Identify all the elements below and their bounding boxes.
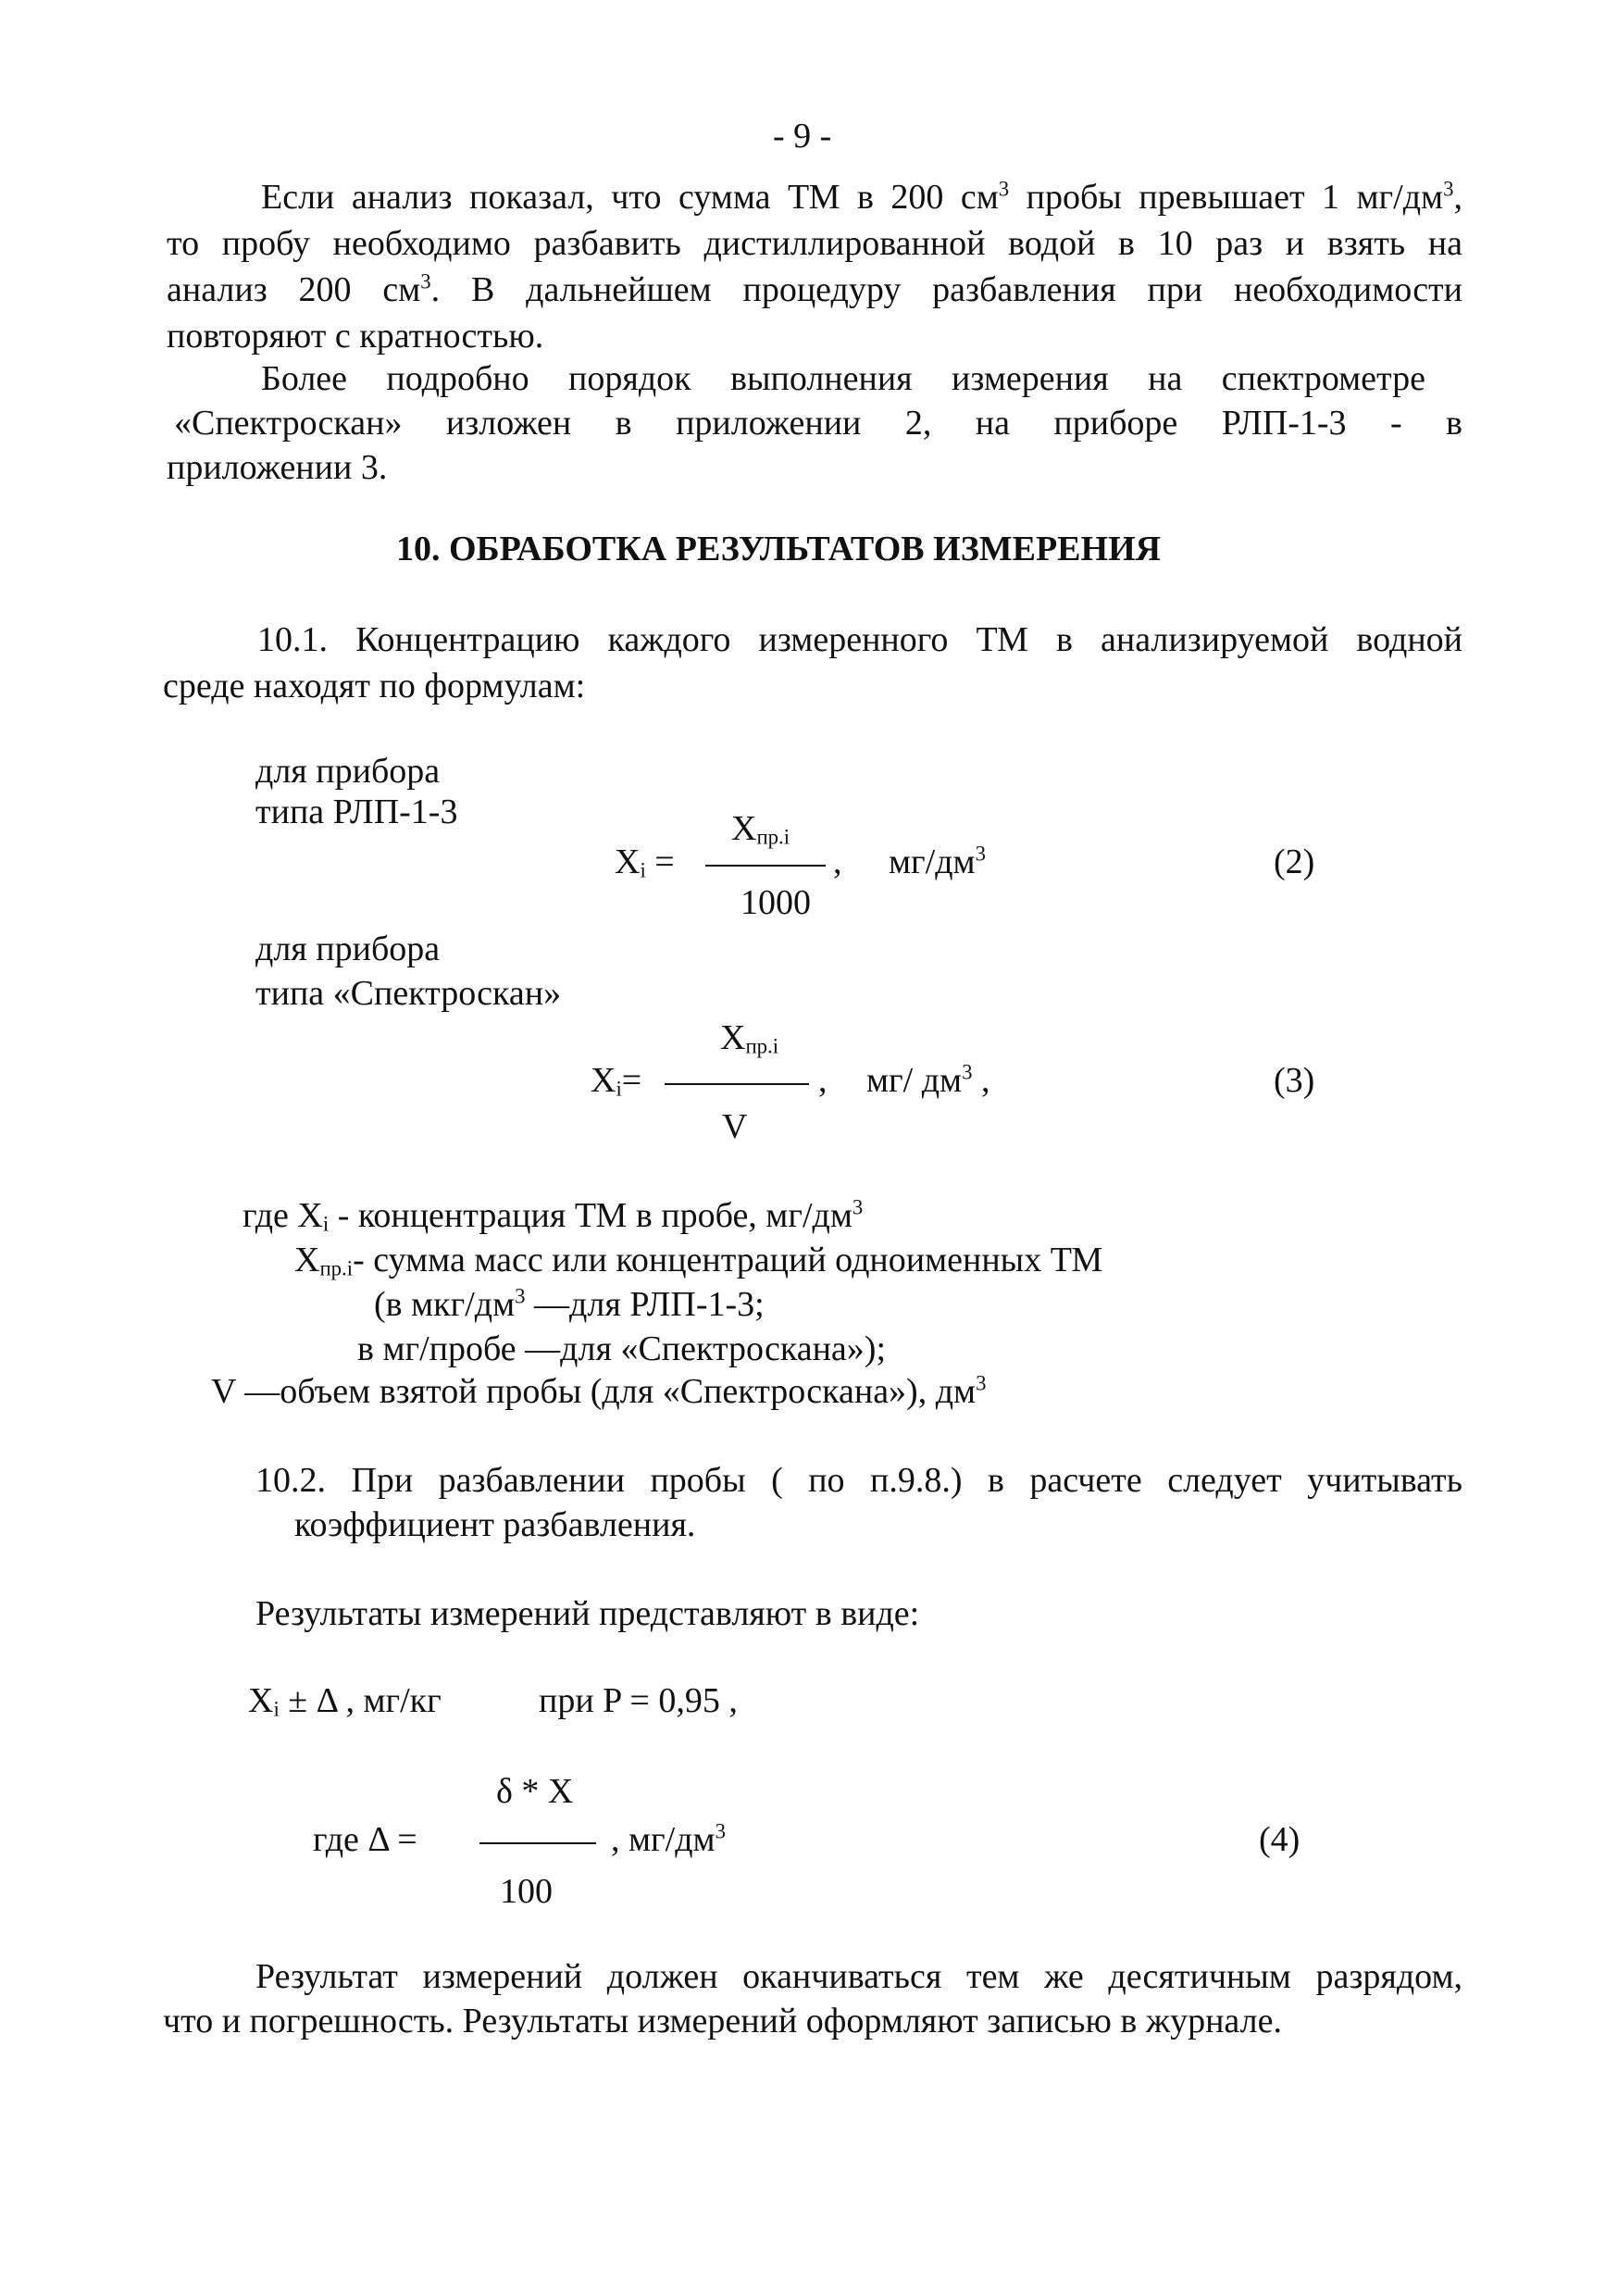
formula4-label: где Δ = (313, 1820, 417, 1859)
formula3-numerator: $X_{пр.i}$ (720, 1018, 779, 1058)
page-number: - 9 - (773, 117, 832, 156)
formula2-comma: , (833, 842, 842, 881)
results-expression: $X_i \pm \Delta$ , мг/кг (248, 1681, 442, 1721)
intro-p1-line1: Если анализ показал, что сумма ТМ в 200 $см^3$ пробы превышает 1 $мг/дм^3$, (261, 177, 1462, 217)
formula2-lhs: $X_i$ = (615, 842, 675, 882)
formula3-fraction-bar (665, 1083, 809, 1085)
formula3-label-line1: для прибора (255, 930, 441, 968)
results-probability: при P = 0,95 , (539, 1681, 738, 1720)
formula3-label-line2: типа «Спектроскан» (255, 974, 562, 1013)
formula2-unit: $мг/дм^3$ (889, 842, 986, 881)
formula2-denominator: 1000 (741, 883, 811, 922)
formula4-fraction-bar (479, 1842, 596, 1844)
final-line2: что и погрешность. Результаты измерений оформляют записью в журнале. (163, 2002, 1282, 2040)
formula4-number: (4) (1259, 1820, 1301, 1859)
formula2-label-line1: для прибора (255, 752, 441, 791)
section-title: 10. ОБРАБОТКА РЕЗУЛЬТАТОВ ИЗМЕРЕНИЯ (396, 530, 1162, 568)
formula4-denominator: 100 (500, 1872, 553, 1911)
formula3-comma: , (818, 1061, 828, 1100)
intro-p1-line4: повторяют с кратностью. (167, 317, 544, 356)
legend-line1: где $X_i$ - концентрация ТМ в пробе, $мг/дм^3$ (243, 1195, 864, 1236)
section-p1-line1: 10.1. Концентрацию каждого измеренного ТМ в анализируемой водной (257, 620, 1462, 659)
formula3-unit: мг/ $дм^3$ , (866, 1060, 990, 1100)
formula4-numerator: δ * X (496, 1772, 574, 1811)
intro-p1-line3: анализ 200 $см^3$. В дальнейшем процедуру разбавления при необходимости (167, 269, 1463, 309)
final-line1: Результат измерений должен оканчиваться тем же десятичным разрядом, (255, 1957, 1462, 1996)
formula2-number: (2) (1274, 842, 1315, 881)
p102-line2: коэффициент разбавления. (294, 1505, 696, 1544)
legend-line5: V —объем взятой пробы (для «Спектроскана»), $дм^3$ (211, 1371, 987, 1411)
p102-line1: 10.2. При разбавлении пробы ( по п.9.8.) в расчете следует учитывать (255, 1461, 1462, 1500)
intro-p2-line3: приложении 3. (167, 448, 388, 487)
section-p1-line2: среде находят по формулам: (163, 667, 586, 705)
legend-line4: в мг/пробе —для «Спектроскана»); (357, 1329, 887, 1368)
formula3-denominator: V (722, 1107, 748, 1146)
intro-p2-line1: Более подробно порядок выполнения измерения на спектрометре (261, 359, 1425, 398)
legend-line3: (в мкг/$дм^3$ —для РЛП-1-3; (374, 1284, 765, 1324)
intro-p2-line2: «Спектроскан» изложен в приложении 2, на приборе РЛП-1-3 - в (174, 404, 1462, 443)
results-intro: Результаты измерений представляют в виде: (255, 1594, 920, 1633)
legend-line2: $X_{пр.i}-$ сумма масс или концентраций одноименных ТМ (294, 1241, 1103, 1280)
formula2-numerator: $X_{пр.i}$ (731, 809, 790, 849)
formula2-fraction-bar (705, 865, 826, 867)
formula3-number: (3) (1274, 1061, 1315, 1100)
formula4-unit: , $мг/дм^3$ (611, 1819, 726, 1859)
formula3-lhs: $X_i=$ (591, 1061, 642, 1101)
intro-p1-line2: то пробу необходимо разбавить дистиллированной водой в 10 раз и взять на (167, 224, 1462, 263)
formula2-label-line2: типа РЛП-1-3 (255, 792, 458, 831)
